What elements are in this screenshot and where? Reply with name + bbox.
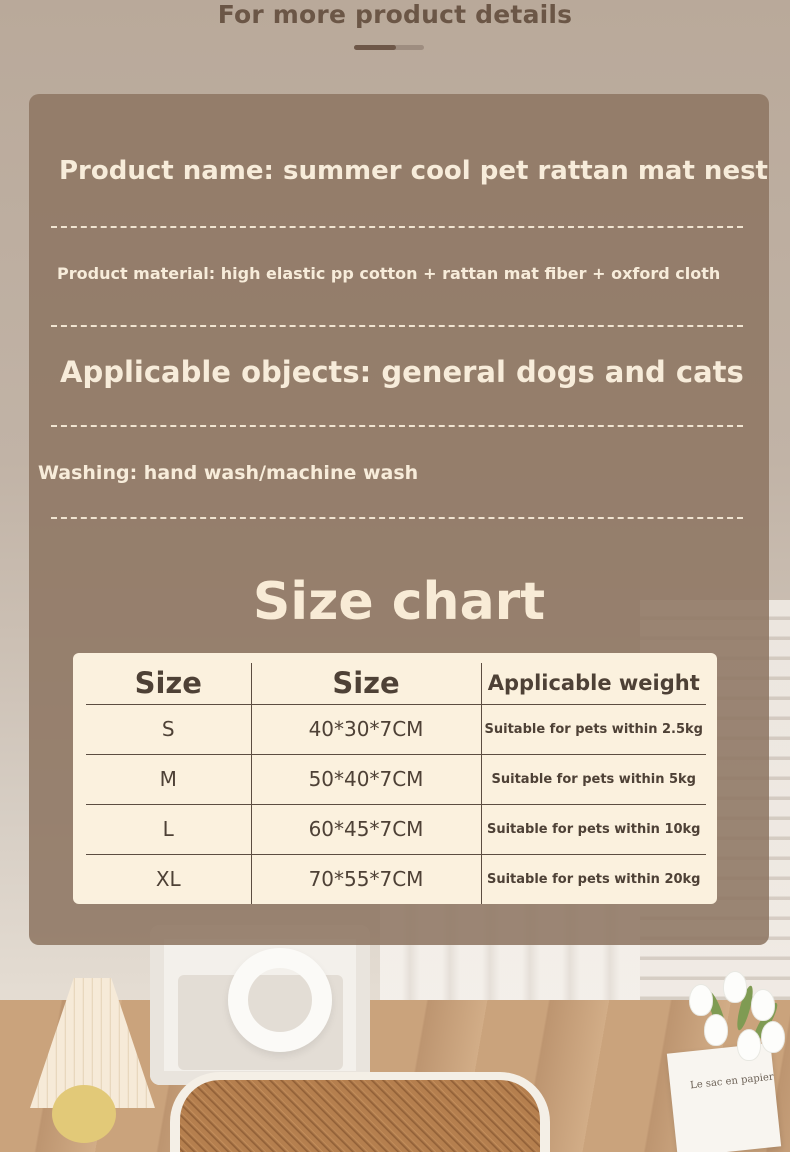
table-row (86, 754, 706, 804)
cell-dimensions: 50*40*7CM (251, 754, 481, 804)
divider (51, 325, 743, 327)
tulip-flower (705, 1015, 727, 1045)
tulip-flower (690, 985, 712, 1015)
tulip-flower (724, 972, 746, 1002)
divider (51, 517, 743, 519)
ring-decoration (228, 948, 332, 1052)
plant-paper-bag (667, 1043, 781, 1152)
size-chart-table (73, 653, 717, 904)
tulip-flower (752, 990, 774, 1020)
header-weight: Applicable weight (481, 663, 706, 704)
lamp-base (52, 1085, 116, 1143)
cell-dimensions: 70*55*7CM (251, 854, 481, 904)
table-row (86, 854, 706, 904)
title-underline (354, 45, 424, 50)
cell-weight: Suitable for pets within 20kg (481, 854, 706, 904)
cell-size: L (86, 804, 251, 854)
product-material: Product material: high elastic pp cotton + rattan mat fiber + oxford cloth (57, 264, 721, 283)
tulip-flower (762, 1022, 784, 1052)
size-table (86, 663, 706, 904)
divider (51, 425, 743, 427)
table-row (86, 704, 706, 754)
cell-dimensions: 40*30*7CM (251, 704, 481, 754)
cell-weight: Suitable for pets within 2.5kg (481, 704, 706, 754)
header-dimensions: Size (251, 663, 481, 704)
cell-size: S (86, 704, 251, 754)
header-size: Size (86, 663, 251, 704)
cell-size: XL (155, 867, 181, 892)
table-row (86, 804, 706, 854)
product-details-panel (29, 94, 769, 945)
rattan-mat (180, 1080, 540, 1152)
cell-size: M (86, 754, 251, 804)
table-header-row (86, 663, 706, 704)
cell-dimensions: 60*45*7CM (251, 804, 481, 854)
product-name: Product name: summer cool pet rattan mat nest (59, 156, 768, 186)
applicable-objects: Applicable objects: general dogs and cats (60, 355, 744, 389)
page-title: For more product details (217, 0, 573, 29)
cell-weight: Suitable for pets within 5kg (481, 754, 706, 804)
tulip-flower (738, 1030, 760, 1060)
cell-weight: Suitable for pets within 10kg (481, 804, 706, 854)
title-underline-fill (354, 45, 396, 50)
size-chart-title: Size chart (252, 572, 546, 632)
divider (51, 226, 743, 228)
washing-info: Washing: hand wash/machine wash (38, 462, 419, 484)
bag-label: Le sac en papier (689, 1071, 775, 1092)
